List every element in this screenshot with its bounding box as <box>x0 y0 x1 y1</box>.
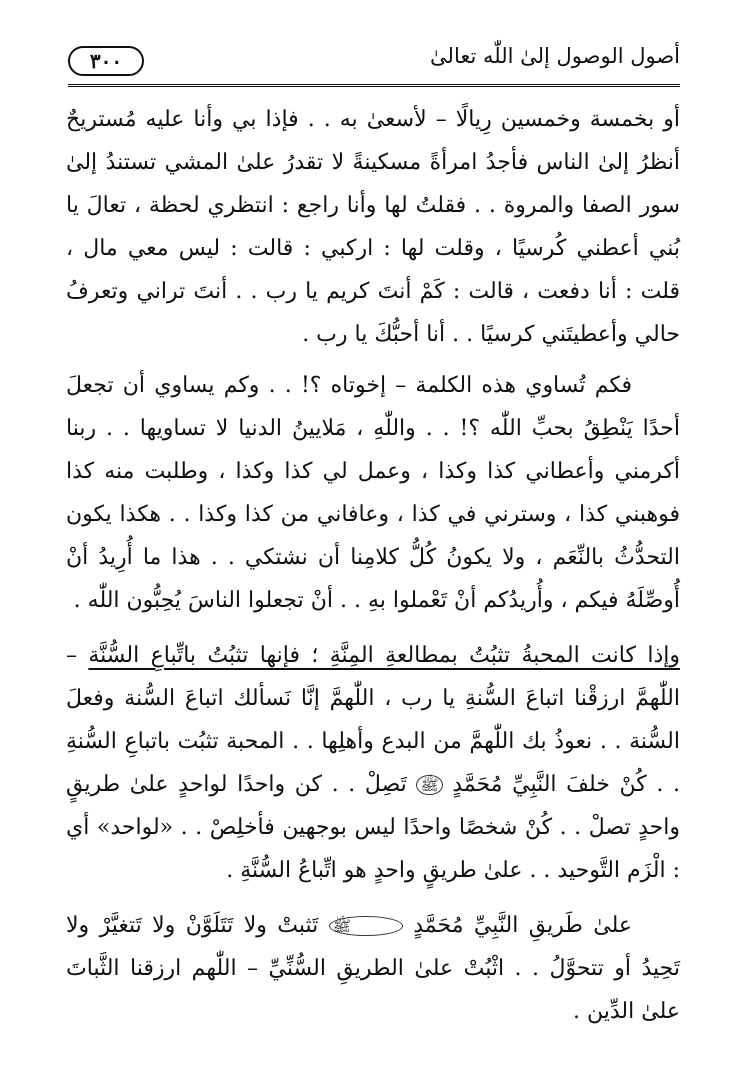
paragraph-2: فكم تُساوي هذه الكلمة – إخوتاه ؟! . . وكم يساوي أن تجعلَ أحدًا يَنْطِقُ بحبِّ اللّٰه ؟! . . واللّٰهِ ، مَلايينُ الدنيا لا تساويها . . ربنا أكرمني وأعطاني كذا وكذا ، وعمل لي كذا وكذا ، وطلبت منه كذا فوهبني كذا ، وسترني في كذا ، وعافاني من كذا وكذا . . هكذا يكون التحدُّثُ بالنِّعَم ، ولا يكونُ كُلُّ كلامِنا أن نشتكي . . هذا ما أُرِيدُ أنْ أُوصِّلَهُ فيكم ، وأُريدُكم أنْ تَعْملوا بهِ . . أنْ تجعلوا الناسَ يُحِبُّون اللّٰه . <box>66 373 680 613</box>
running-title: أصول الوصول إلىٰ اللّٰه تعالىٰ <box>430 44 680 68</box>
paragraph-3-text-continued: تَصِلْ . . كن واحدًا لواحدٍ علىٰ طريقٍ واحدٍ تصلْ . . كُنْ شخصًا واحدًا ليس بوجهين فأخلِصْ . . «لواحد» أي : الْزَم التَّوحيد . . علىٰ طريقٍ واحدٍ هو اتِّباعُ السُّنَّةِ . <box>66 772 680 883</box>
paragraph-4-text-continued: تَثبتْ ولا تَتَلَوَّنْ ولا تَتغيَّرْ ولا تَحِيدُ أو تتحوَّلُ . . اثْبُتْ علىٰ الطريقِ السُّنِّيِّ – اللّٰهم ارزقنا الثَّباتَ علىٰ الدِّين . <box>66 913 680 1024</box>
page-body <box>66 98 680 1033</box>
underlined-heading-sentence: وإذا كانت المحبةُ تثبُتُ بمطالعةِ المِنَّةِ ؛ فإنها تثبُتُ باتِّباعِ السُّنَّة <box>88 643 680 668</box>
paragraph-1: أو بخمسة وخمسين رِيالًا – لأسعىٰ به . . فإذا بي وأنا عليه مُستريحٌ أنظرُ إلىٰ الناس فأجدُ امرأةً مسكينةً لا تقدرُ علىٰ المشي تستندُ إلىٰ سور الصفا والمروة . . فقلتُ لها وأنا راجع : انتظري لحظة ، تعالَ يا بُني أعطني كُرسيًا ، وقلت لها : اركبي : قالت : ليس معي مال ، قلت : أنا دفعت ، قالت : كَمْ أنتَ كريم يا رب . . أنتَ تراني وتعرفُ حالي وأعطيتَني كرسيًا . . أنا أحبُّكَ يا رب . <box>66 107 680 347</box>
paragraph-3-text: – اللّٰهمَّ ارزقْنا اتباعَ السُّنةِ يا رب ، اللّٰهمَّ إنَّا نَسألك اتباعَ السُّنة وفعلَ السُّنة . . نعوذُ بك اللّٰهمَّ من البدع وأهلِها . . المحبة تثبُت باتباعِ السُّنةِ . . كُنْ خلفَ النَّبِيِّ مُحَمَّدٍ <box>66 643 680 797</box>
page-number: ٣٠٠ <box>89 49 123 73</box>
paragraph-4 <box>66 904 680 1033</box>
page-header <box>68 42 680 82</box>
paragraph-3 <box>66 634 680 892</box>
salutation-symbol-2: ﷺ <box>329 916 403 936</box>
page-number-badge <box>68 46 144 76</box>
header-divider <box>68 84 680 87</box>
salutation-symbol: ﷺ <box>416 775 442 795</box>
paragraph-4-text: علىٰ طَريقِ النَّبِيِّ مُحَمَّدٍ <box>402 913 632 938</box>
